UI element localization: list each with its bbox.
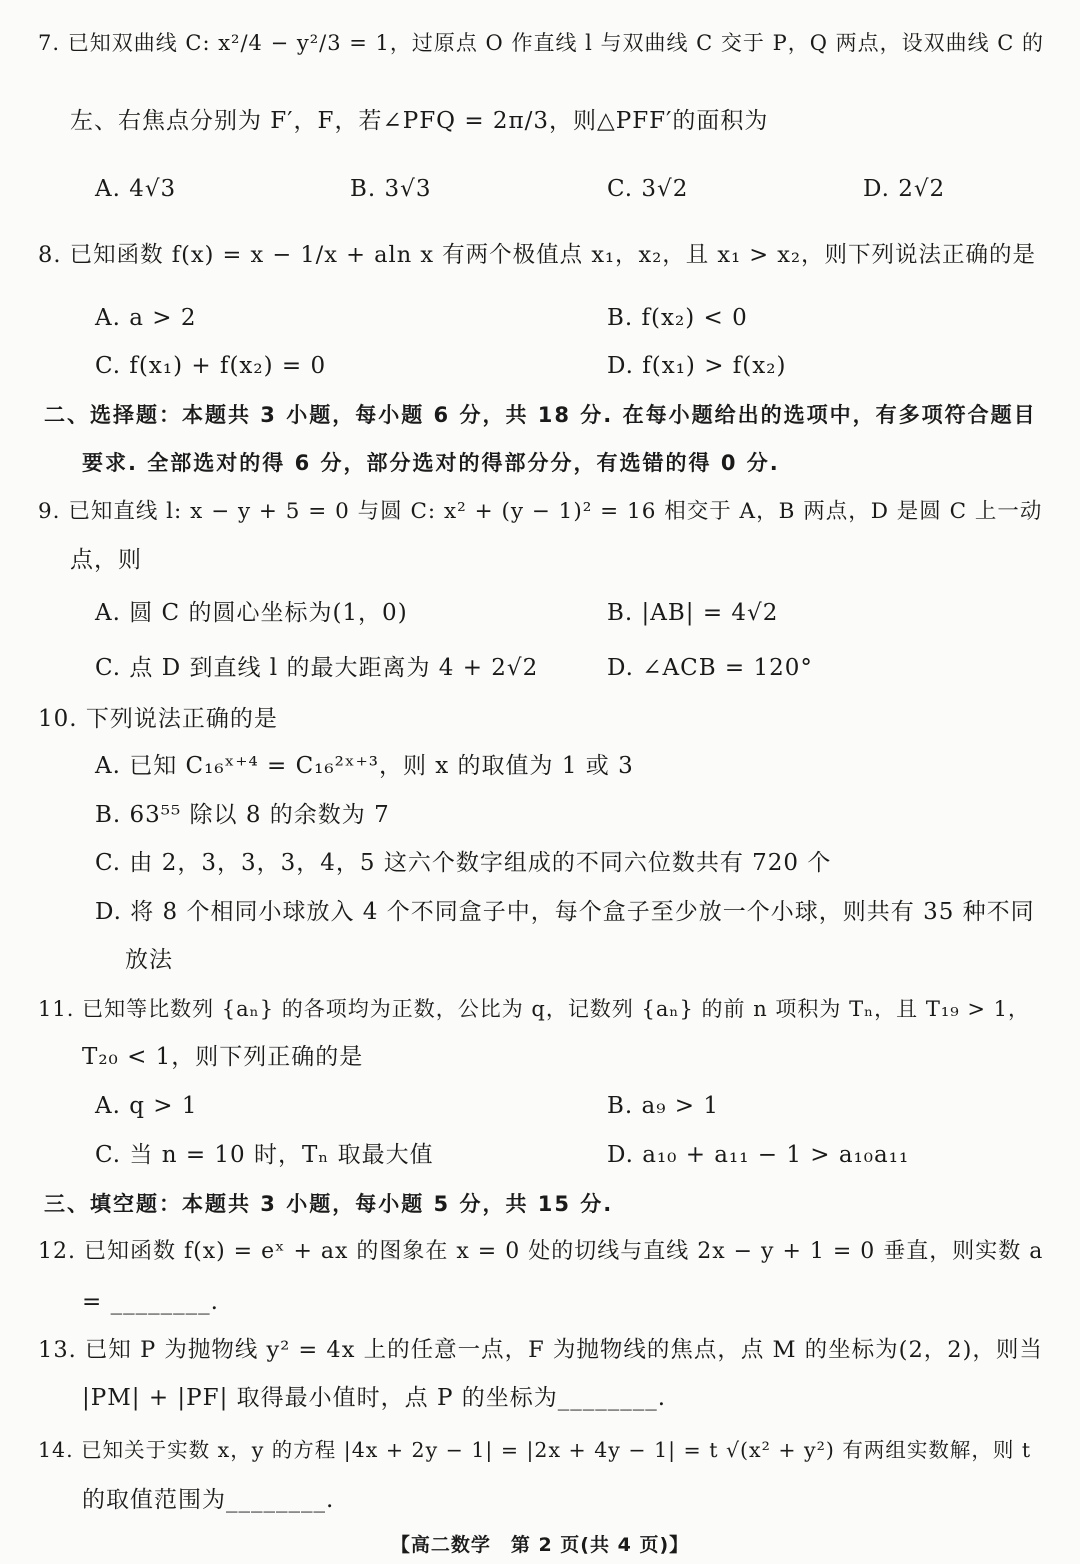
q9-option-a: A. 圆 C 的圆心坐标为(1，0) bbox=[95, 600, 408, 626]
q8-option-b: B. f(x₂) < 0 bbox=[607, 305, 748, 331]
q8-option-c: C. f(x₁) + f(x₂) = 0 bbox=[95, 353, 327, 379]
q9-option-d: D. ∠ACB = 120° bbox=[607, 655, 813, 681]
q11-option-b: B. a₉ > 1 bbox=[607, 1093, 719, 1119]
q7-option-a: A. 4√3 bbox=[95, 176, 177, 202]
q12-line1: 12. 已知函数 f(x) = eˣ + ax 的图象在 x = 0 处的切线与直线 2x − y + 1 = 0 垂直，则实数 a bbox=[38, 1239, 1044, 1264]
q12-line2: = ________. bbox=[82, 1289, 219, 1315]
q10-option-b: B. 63⁵⁵ 除以 8 的余数为 7 bbox=[95, 802, 390, 828]
q13-line2: |PM| + |PF| 取得最小值时，点 P 的坐标为________. bbox=[82, 1385, 667, 1411]
section2-heading-line2: 要求. 全部选对的得 6 分，部分选对的得部分分，有选错的得 0 分. bbox=[82, 451, 780, 475]
q13-line1: 13. 已知 P 为抛物线 y² = 4x 上的任意一点，F 为抛物线的焦点，点 M 的坐标为(2，2)，则当 bbox=[38, 1337, 1043, 1363]
q9-line2: 点，则 bbox=[70, 547, 142, 573]
q11-option-c: C. 当 n = 10 时，Tₙ 取最大值 bbox=[95, 1142, 434, 1168]
q7-option-c: C. 3√2 bbox=[607, 176, 689, 202]
q11-option-a: A. q > 1 bbox=[95, 1093, 198, 1119]
q7-line1: 7. 已知双曲线 C: x²/4 − y²/3 = 1，过原点 O 作直线 l 与双曲线 C 交于 P，Q 两点，设双曲线 C 的 bbox=[38, 31, 1045, 55]
q7-option-b: B. 3√3 bbox=[350, 176, 432, 202]
q10-line1: 10. 下列说法正确的是 bbox=[38, 706, 278, 732]
q9-option-b: B. |AB| = 4√2 bbox=[607, 600, 779, 626]
q10-option-d-line1: D. 将 8 个相同小球放入 4 个不同盒子中，每个盒子至少放一个小球，则共有 35 种不同 bbox=[95, 899, 1035, 925]
q8-option-a: A. a > 2 bbox=[95, 305, 197, 331]
page-footer: 【高二数学 第 2 页(共 4 页)】 bbox=[390, 1534, 690, 1556]
q11-line1: 11. 已知等比数列 {aₙ} 的各项均为正数，公比为 q，记数列 {aₙ} 的前 n 项积为 Tₙ，且 T₁₉ > 1， bbox=[38, 997, 1031, 1021]
q11-line2: T₂₀ < 1，则下列正确的是 bbox=[82, 1044, 364, 1070]
q8-option-d: D. f(x₁) > f(x₂) bbox=[607, 353, 787, 379]
q10-option-d-line2: 放法 bbox=[125, 947, 173, 973]
q11-option-d: D. a₁₀ + a₁₁ − 1 > a₁₀a₁₁ bbox=[607, 1142, 910, 1168]
q9-option-c: C. 点 D 到直线 l 的最大距离为 4 + 2√2 bbox=[95, 655, 539, 681]
q14-line1: 14. 已知关于实数 x，y 的方程 |4x + 2y − 1| = |2x + 4y − 1| = t √(x² + y²) 有两组实数解，则 t bbox=[38, 1438, 1032, 1462]
q10-option-c: C. 由 2，3，3，3，4，5 这六个数字组成的不同六位数共有 720 个 bbox=[95, 850, 832, 876]
q9-line1: 9. 已知直线 l: x − y + 5 = 0 与圆 C: x² + (y − 1)² = 16 相交于 A，B 两点，D 是圆 C 上一动 bbox=[38, 499, 1043, 524]
q10-option-a: A. 已知 C₁₆ˣ⁺⁴ = C₁₆²ˣ⁺³，则 x 的取值为 1 或 3 bbox=[95, 753, 634, 779]
q8-line1: 8. 已知函数 f(x) = x − 1/x + aln x 有两个极值点 x₁，x₂，且 x₁ > x₂，则下列说法正确的是 bbox=[38, 242, 1036, 268]
section3-heading: 三、填空题：本题共 3 小题，每小题 5 分，共 15 分. bbox=[44, 1192, 614, 1216]
q7-line2: 左、右焦点分别为 F′，F，若∠PFQ = 2π/3，则△PFF′的面积为 bbox=[70, 108, 769, 134]
section2-heading-line1: 二、选择题：本题共 3 小题，每小题 6 分，共 18 分. 在每小题给出的选项中，有多项符合题目 bbox=[44, 403, 1037, 427]
q7-option-d: D. 2√2 bbox=[863, 176, 946, 202]
q14-line2: 的取值范围为________. bbox=[82, 1487, 335, 1513]
